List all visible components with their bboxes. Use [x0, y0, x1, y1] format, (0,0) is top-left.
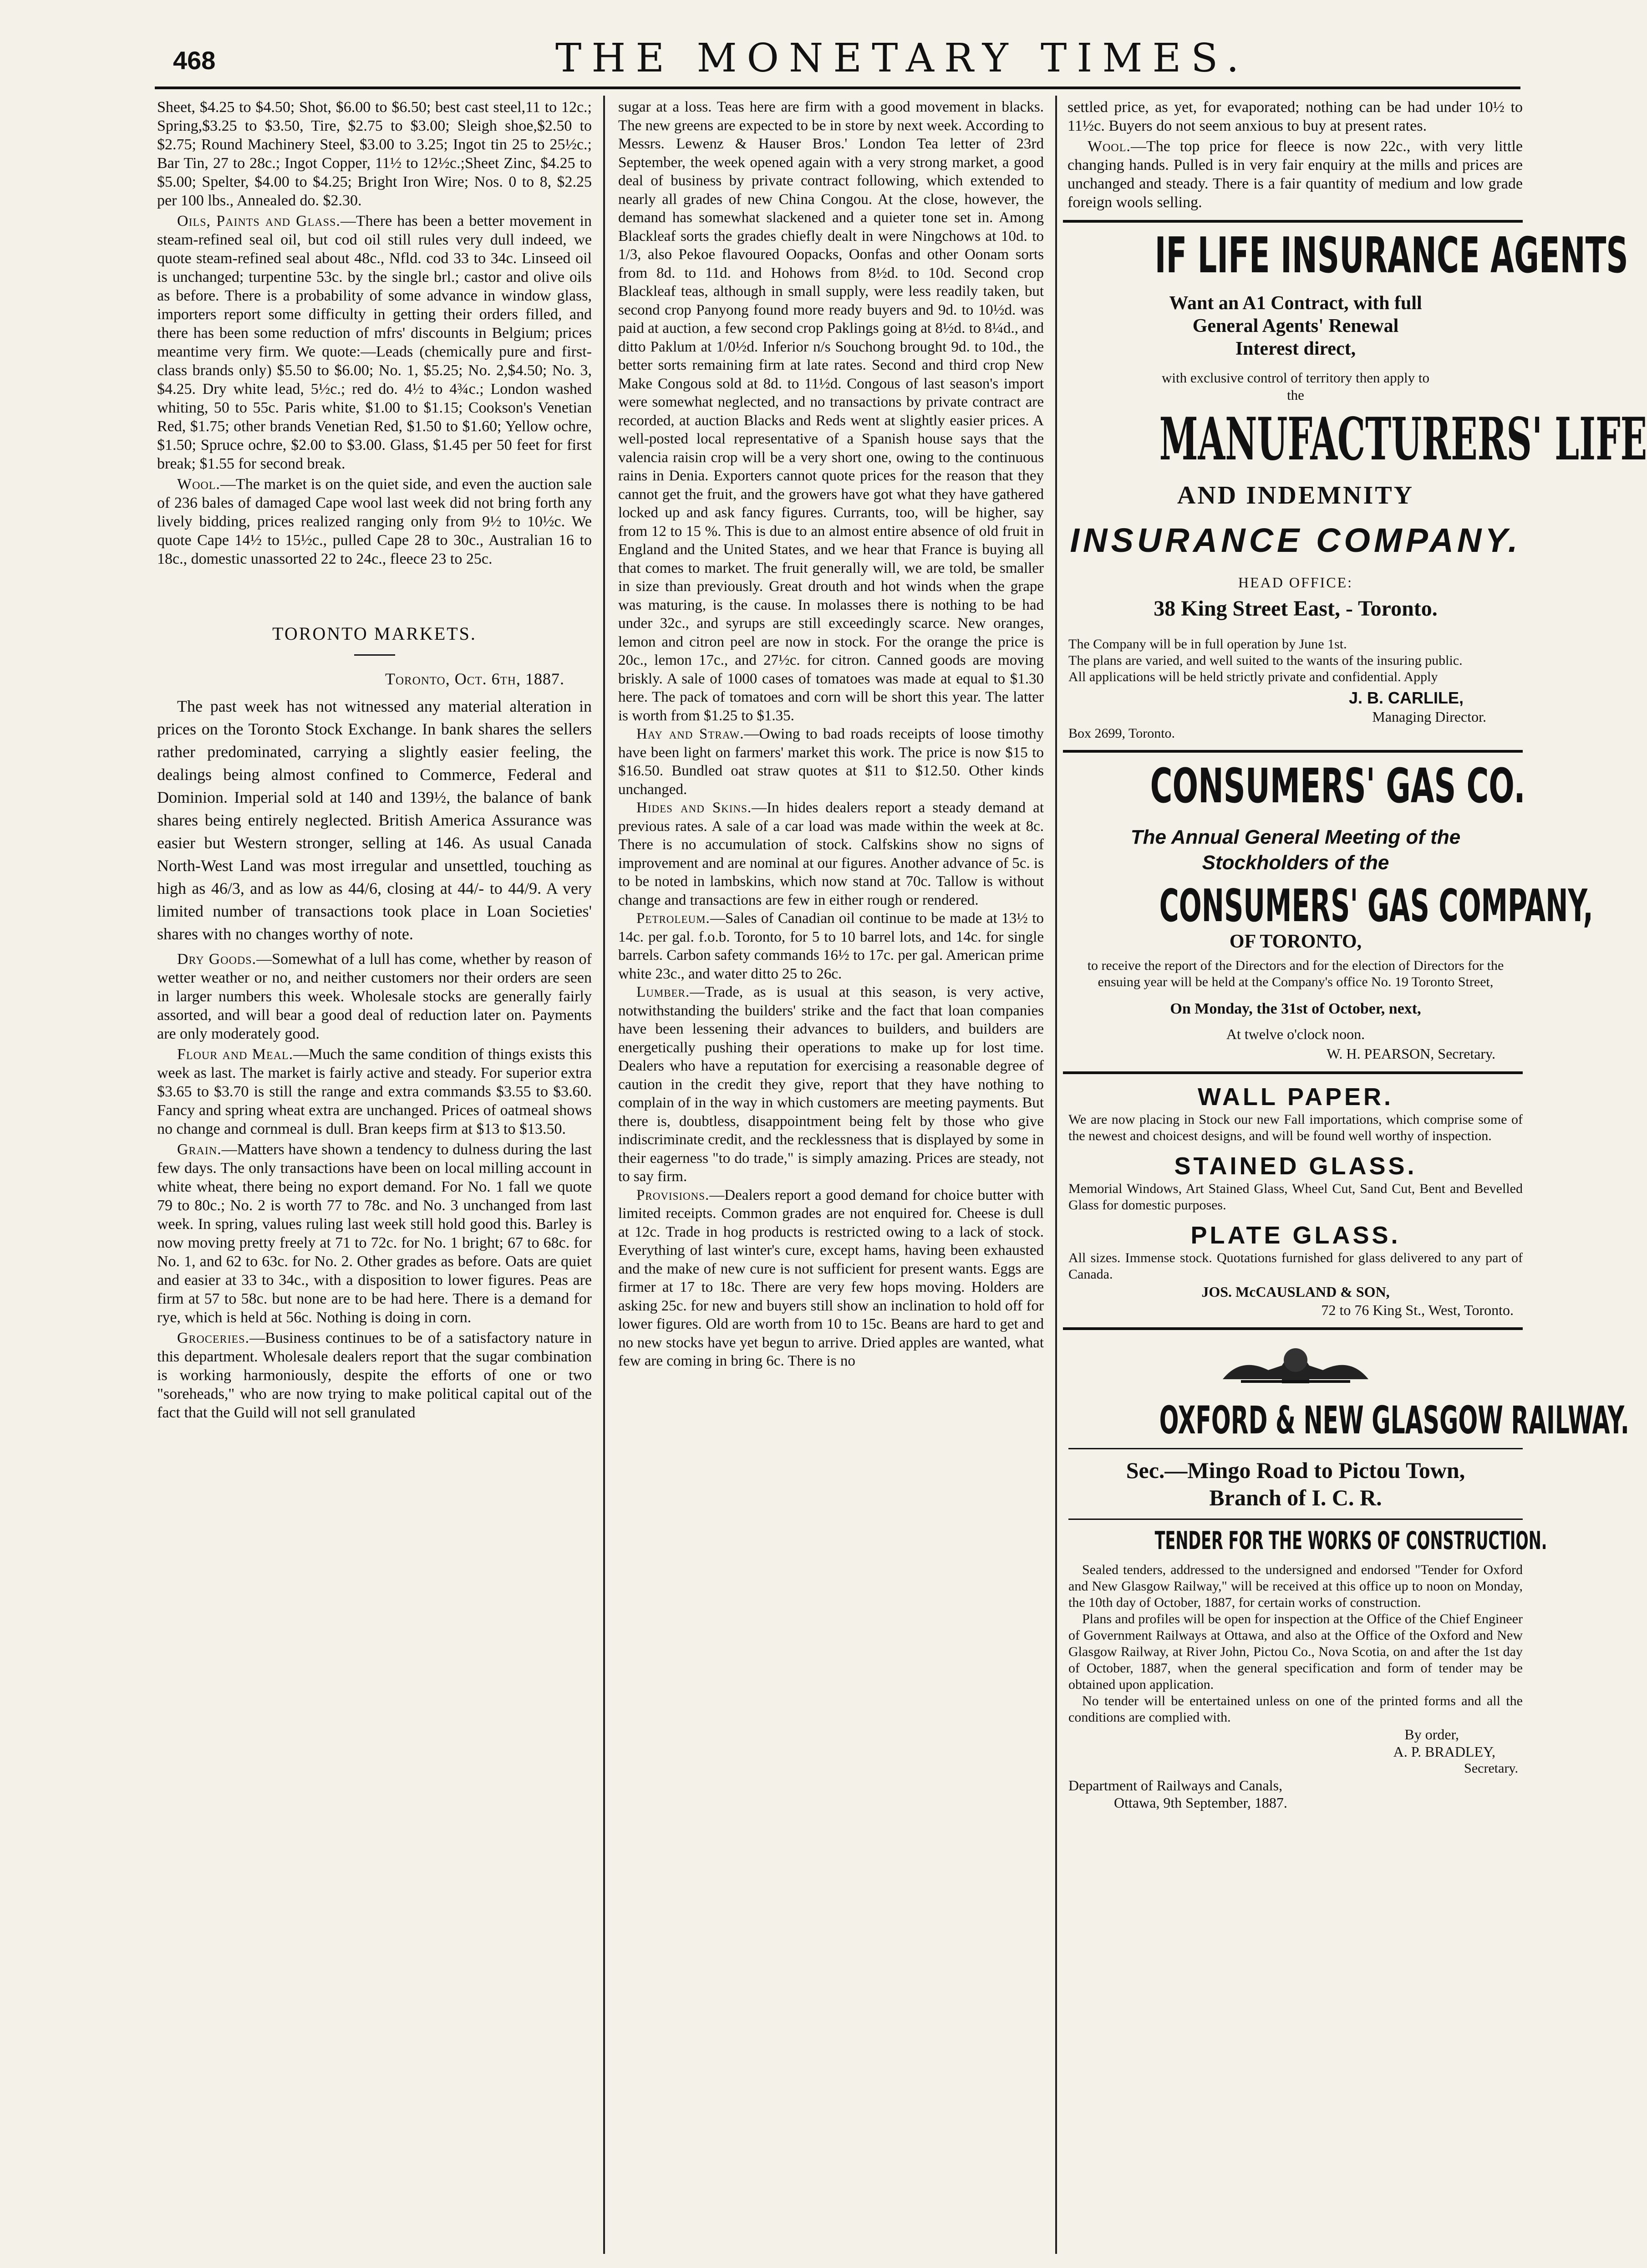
- hides-paragraph: [618, 799, 1044, 909]
- masthead-title: THE MONETARY TIMES.: [555, 36, 1249, 81]
- life-ad-company3: INSURANCE COMPANY.: [1070, 521, 1521, 559]
- drygoods-paragraph: [157, 950, 592, 1043]
- header-rule: [155, 87, 1520, 89]
- hay-paragraph: [618, 725, 1044, 799]
- apples-continued: settled price, as yet, for evaporated; nothing can be had under 10½ to 11½c. Buyers do not seem anxious to buy at present rates.: [1068, 99, 1523, 134]
- lumber-text: —Trade, as is usual at this season, is very active, notwithstanding the builders' strike and the fact that loan companies have been lessening their advances to builders, and builders are energetically pushing their operations to make up for lost time. Dealers who have a reputation for exercising a reasonable degree of caution in the credit they give, report that they have nothing to complain of in the way in which customers are meeting payments. But there is, doubtless, disappointment being felt by those who give indiscriminate credit, and the recklessness that is displayed by some in their eagerness "to do trade," is simply amazing. Prices are steady, not to say firm.: [618, 984, 1044, 1185]
- flour-text: —Much the same condition of things exists this week as last. The market is fairly active and steady. For superior extra $3.65 to $3.70 is still the range and extra commands $3.55 to $3.60. Fancy and spring wheat extra are unchanged. Prices of oatmeal shows no change and cornmeal is dull. Bran keeps firm at $13 to $13.50.: [157, 1046, 592, 1137]
- railway-order: By order,: [1404, 1726, 1459, 1743]
- grain-lead: Grain.: [177, 1141, 222, 1158]
- gas-ad-sub1: The Annual General Meeting of the Stockholders of the: [1130, 826, 1461, 874]
- gas-ad-city: OF TORONTO,: [1229, 931, 1362, 952]
- oils-text: —There has been a better movement in steam-refined seal oil, but cod oil still rules very dull indeed, we quote steam-refined seal about 48c., Nfld. cod 33 to 34c. Linseed oil is unchanged; turpentine 53c. by the single brl.; castor and olive oils as before. There is a probability of some advance in window glass, importers report some difficulty in getting their orders filled, and there has been some reduction of mfrs' discounts in Belgium; prices meantime very firm. We quote:—Leads (chemically pure and first-class brands only) $5.50 to $6.00; No. 1, $5.25; No. 2,$4.50; No. 3, $4.25. Dry white lead, 5½c.; red do. 4½ to 4¾c.; London washed whiting, 50 to 55c. Paris white, $1.00 to $1.15; Cookson's Venetian Red, $1.75; other brands Venetian Red, $1.50 to $1.60; Yellow ochre, $1.50; Spruce ochre, $2.00 to $3.00. Glass, $1.45 per 50 feet for first break; $1.55 for second break.: [157, 213, 592, 472]
- toronto-dateline: Toronto, Oct. 6th, 1887.: [385, 670, 564, 688]
- railway-emblem-icon: [1068, 1338, 1523, 1395]
- railway-rule-2: [1068, 1519, 1523, 1520]
- groceries-lead: Groceries.: [177, 1330, 250, 1346]
- toronto-intro-paragraph: The past week has not witnessed any material alteration in prices on the Toronto Stock Exchange. In bank shares the sellers rather predominated, carrying a slightly easier feeling, the dealings being almost confined to Commerce, Federal and Dominion. Imperial sold at 140 and 139½, the balance of bank shares being entirely neglected. British America Assurance was easier but Western stronger, selling at 146. As usual Canada North-West Land was most irregular and unsettled, touching as high as 46/3, and as low as 44/6, closing at 44/- to 44/9. A very limited number of transactions took place in Loan Societies' shares with no changes worthy of note.: [157, 697, 592, 943]
- wool-top-paragraph: [1068, 137, 1523, 212]
- life-ad-headline: IF LIFE INSURANCE AGENTS: [1154, 227, 1628, 284]
- oils-lead: Oils, Paints and Glass.: [177, 213, 341, 229]
- plate-glass-text: All sizes. Immense stock. Quotations furnished for glass delivered to any part of Canada.: [1068, 1250, 1523, 1282]
- column-divider-1: [603, 96, 605, 2254]
- wool-paragraph: [157, 475, 592, 568]
- railway-body2: Plans and profiles will be open for inspection at the Office of the Chief Engineer of Government Railways at Ottawa, and also at the Office of the Oxford and New Glasgow Railway, at River John, Pictou Co., Nova Scotia, on and after the 1st day of October, 1887, when the general specification and form of tender may be obtained upon application.: [1068, 1611, 1523, 1692]
- life-ad-company2: AND INDEMNITY: [1177, 481, 1414, 510]
- metals-paragraph: Sheet, $4.25 to $4.50; Shot, $6.00 to $6.50; best cast steel,11 to 12c.; Spring,$3.25 to $3.50, Tire, $2.75 to $3.00; Sleigh shoe,$2.50 to $2.75; Round Machinery Steel, $3.00 to 3.25; Ingot tin 25 to 25½c.; Bar Tin, 27 to 28c.; Ingot Copper, 11½ to 12½c.;Sheet Zinc, $4.25 to $5.00; Spelter, $4.00 to $4.25; Bright Iron Wire; Nos. 0 to 8, $2.25 per 100 lbs., Annealed do. $2.30.: [157, 99, 592, 209]
- mccausland-signer: JOS. McCAUSLAND & SON,: [1201, 1284, 1390, 1300]
- provisions-lead: Provisions.: [636, 1187, 710, 1203]
- ad-rule-2: [1063, 750, 1523, 753]
- flour-lead: Flour and Meal.: [177, 1046, 294, 1063]
- gas-ad-body: to receive the report of the Directors and for the election of Directors for the ensuing year will be held at the Company's office No. 19 Toronto Street,: [1087, 958, 1504, 989]
- toronto-markets-title: TORONTO MARKETS.: [272, 623, 477, 644]
- gas-ad-date: On Monday, the 31st of October, next,: [1170, 1000, 1421, 1017]
- wool-text: —The market is on the quiet side, and even the auction sale of 236 bales of damaged Cape wool last week did not bring forth any lively bidding, prices realized ranging only from 9½ to 10½c. We quote Cape 14½ to 15½c., pulled Cape 28 to 30c., Australian 16 to 18c., domestic unassorted 22 to 24c., fleece 23 to 25c.: [157, 476, 592, 567]
- hay-lead: Hay and Straw.: [636, 726, 744, 742]
- life-ad-company1: MANUFACTURERS' LIFE: [1159, 405, 1647, 474]
- stained-glass-heading: STAINED GLASS.: [1174, 1152, 1417, 1180]
- petroleum-text: —Sales of Canadian oil continue to be made at 13½ to 14c. per gal. f.o.b. Toronto, for 5 to 10 barrel lots, and 14c. for single barrels. Carbon safety commands 16½ to 17c. per gal. American prime white 23c., and water ditto 25 to 26c.: [618, 910, 1044, 982]
- wool-top-lead: Wool.: [1088, 138, 1131, 155]
- hides-lead: Hides and Skins.: [636, 800, 752, 816]
- life-ad-note3: All applications will be held strictly private and confidential. Apply: [1068, 669, 1438, 684]
- drygoods-lead: Dry Goods.: [177, 951, 257, 968]
- drygoods-text: —Somewhat of a lull has come, whether by reason of wetter weather or no, and neither customers nor their orders are seen in larger numbers this week. Wholesale stocks are generally fairly assorted, and will bear a good deal of reduction later on. Payments are only moderately good.: [157, 951, 592, 1042]
- railway-body3: No tender will be entertained unless on one of the printed forms and all the conditions are complied with.: [1068, 1693, 1523, 1725]
- petroleum-lead: Petroleum.: [636, 910, 710, 927]
- groceries-paragraph: [157, 1329, 592, 1422]
- column-2: [618, 98, 1044, 2256]
- railway-sub2: Branch of I. C. R.: [1209, 1485, 1382, 1510]
- column-1: [157, 98, 592, 2247]
- life-ad-line4: with exclusive control of territory then apply to: [1162, 370, 1429, 386]
- grain-paragraph: [157, 1140, 592, 1327]
- groceries-text: —Business continues to be of a satisfactory nature in this department. Wholesale dealers report that the sugar combination is working harmoniously, despite the efforts of one or two "soreheads," who are now trying to make political capital out of the fact that the Guild will not sell granulated: [157, 1330, 592, 1421]
- life-insurance-ad: [1068, 227, 1647, 742]
- wallpaper-heading: WALL PAPER.: [1197, 1083, 1394, 1111]
- oils-paragraph: [157, 212, 592, 473]
- life-ad-signer-title: Managing Director.: [1372, 708, 1486, 725]
- consumers-gas-ad: [1068, 758, 1593, 1063]
- title-rule: [354, 654, 395, 656]
- life-ad-line1: Want an A1 Contract, with full: [1169, 293, 1422, 314]
- lumber-paragraph: [618, 983, 1044, 1186]
- gas-ad-headline: CONSUMERS' GAS CO.: [1150, 758, 1525, 814]
- provisions-paragraph: [618, 1186, 1044, 1371]
- life-ad-line2: General Agents' Renewal: [1192, 316, 1399, 336]
- railway-sub1: Sec.—Mingo Road to Pictou Town,: [1126, 1458, 1465, 1483]
- life-ad-note2: The plans are varied, and well suited to the wants of the insuring public.: [1068, 653, 1463, 668]
- lumber-lead: Lumber.: [636, 984, 690, 1000]
- railway-body1: Sealed tenders, addressed to the undersigned and endorsed "Tender for Oxford and New Glasgow Railway," will be received at this office up to noon on Monday, the 10th day of October, 1887, for certain works of construction.: [1068, 1562, 1523, 1610]
- petroleum-paragraph: [618, 909, 1044, 983]
- column-divider-2: [1055, 96, 1057, 2254]
- provisions-text: —Dealers report a good demand for choice butter with limited receipts. Common grades are not enquired for. Cheese is dull at 12c. Trade in hog products is restricted owing to a lack of stock. Everything of last winter's cure, except hams, having been exhausted and the make of new cure is not sufficient for present wants. Eggs are firmer at 17 to 18c. There are very few hops moving. Holders are asking 25c. for new and buyers still show an inclination to hold off for lower figures. Old are worth from 10 to 15c. Beans are hard to get and no new stocks have yet begun to arrive. Dried apples are wanted, what few are coming in bring 6c. There is no: [618, 1187, 1044, 1369]
- plate-glass-heading: PLATE GLASS.: [1190, 1222, 1401, 1249]
- gas-ad-time: At twelve o'clock noon.: [1226, 1026, 1365, 1042]
- groceries-continued: sugar at a loss. Teas here are firm with a good movement in blacks. The new greens are expected to be in store by next week. According to Messrs. Lewenz & Hauser Bros.' London Tea letter of 23rd September, the week opened again with a very strong market, a good deal of business by private contract following, which extended to nearly all grades of new China Congou. At the close, however, the demand has somewhat slackened and a quieter tone set in. Among Blackleaf sorts the grades chiefly dealt in were Ningchows at 10d. to 1/3, also Pekoe flavoured Oopacks, Oonfas and other Oonam sorts from 8d. to 11d. and Hohows from 8½d. to 10d. Second crop Blackleaf teas, although in small supply, were less readily taken, but second crop Panyong found more ready buyers and 9d. to 10½d. was paid at auction, a few second crop Paklings going at 8½d. to 8¼d., and ditto Paklum at 1/0½d. Inferior n/s Souchong brought 9d. to 10d., the better sorts remaining firm at late rates. Second and third crop New Make Congous sold at 8d. to 11½d. Congous of last season's import were somewhat neglected, and no transactions by private contract are recorded, at auction Blacks and Reds went at slightly easier prices. A well-posted local representative of a Spanish house says that the valencia raisin crop will be a very short one, owing to the continuous rains in Denia. Exporters cannot quote prices for the reason that they cannot get the fruit, and the growers have got what they have gathered locked up and ask fancy figures. Currants, too, will be higher, say from 12 to 15 %. This is due to an almost entire absence of old fruit in England and the United States, and we hear that France is buying all that comes to market. The fruit generally will, we are told, be smaller in size than previously. Great drouth and hot winds when the grape was maturing, is the cause. In molasses there is nothing to be had under 32c., and syrups are still exceedingly scarce. New oranges, lemon and citron peel are now in stock. For the orange the price is 20c., lemon 17c., and 27½c. for citron. Canned goods are moving briskly. A sale of 1000 cases of tomatoes was made at equal to $1.30 here. The pack of tomatoes and corn will be short this year. The latter is worth from $1.25 to $1.35.: [618, 99, 1044, 724]
- railway-tender-heading: TENDER FOR THE WORKS OF CONSTRUCTION.: [1154, 1526, 1547, 1555]
- life-ad-note1: The Company will be in full operation by June 1st.: [1068, 637, 1347, 652]
- hay-text: —Owing to bad roads receipts of loose timothy have been light on farmers' market this work. The price is now $15 to $16.50. Bundled oat straw quotes at $11 to $12.50. Other kinds unchanged.: [618, 726, 1044, 798]
- life-ad-line5: the: [1287, 387, 1304, 403]
- railway-dept-date: Ottawa, 9th September, 1887.: [1114, 1794, 1287, 1811]
- column-3: [1063, 98, 1647, 2256]
- railway-rule: [1068, 1448, 1523, 1449]
- railway-signer-title: Secretary.: [1464, 1761, 1518, 1776]
- ad-rule-4: [1063, 1327, 1523, 1330]
- gas-ad-company: CONSUMERS' GAS COMPANY,: [1159, 880, 1593, 932]
- life-ad-box: Box 2699, Toronto.: [1068, 726, 1175, 741]
- grain-text: —Matters have shown a tendency to dulness during the last few days. The only transactions have been on local milling account in white wheat, there being no export demand. For No. 1 fall we quote 79 to 80c.; No. 2 is worth 77 to 78c. and No. 3 unchanged from last week. In spring, values ruling last week still hold good this. Barley is now moving pretty freely at 71 to 72c. for No. 1 bright; 67 to 68c. for No. 1, and 62 to 63c. for No. 2. Other grades as before. Oats are quiet and easier at 33 to 34c., with a disposition to lower figures. Peas are firm at 57 to 58c. but none are to be had here. There is a demand for rye, which is held at 56c. Nothing is doing in corn.: [157, 1141, 592, 1326]
- ad-rule-1: [1063, 220, 1523, 223]
- gas-ad-signer: W. H. PEARSON, Secretary.: [1327, 1045, 1495, 1062]
- hides-text: —In hides dealers report a steady demand at previous rates. A sale of a car load was made within the week at 8c. There is no accumulation of stock. Calfskins show no signs of improvement and are nominal at our figures. Another advance of 5c. is to be noted in lambskins, which now stand at 70c. Tallow is without change and transactions are few in either rough or rendered.: [618, 800, 1044, 908]
- life-ad-head-office: HEAD OFFICE:: [1238, 574, 1353, 591]
- mccausland-address: 72 to 76 King St., West, Toronto.: [1321, 1302, 1514, 1318]
- railway-signer: A. P. BRADLEY,: [1393, 1743, 1495, 1760]
- life-ad-address: 38 King Street East, - Toronto.: [1154, 596, 1438, 621]
- wool-lead: Wool.: [177, 476, 220, 493]
- railway-dept: Department of Railways and Canals,: [1068, 1777, 1283, 1794]
- ad-rule-3: [1063, 1071, 1523, 1074]
- railway-ad: [1068, 1338, 1629, 1811]
- page-number: 468: [173, 46, 216, 75]
- railway-headline: OXFORD & NEW GLASGOW RAILWAY.: [1159, 1398, 1629, 1442]
- stained-glass-text: Memorial Windows, Art Stained Glass, Wheel Cut, Sand Cut, Bent and Bevelled Glass for domestic purposes.: [1068, 1181, 1523, 1213]
- wallpaper-text: We are now placing in Stock our new Fall importations, which comprise some of the newest and choicest designs, and will be found well worthy of inspection.: [1068, 1112, 1523, 1143]
- page-header: [173, 27, 1520, 82]
- mccausland-ad: [1068, 1082, 1523, 1319]
- flour-paragraph: [157, 1045, 592, 1138]
- life-ad-signer: J. B. CARLILE,: [1348, 688, 1464, 707]
- life-ad-line3: Interest direct,: [1235, 338, 1356, 359]
- wool-top-text: —The top price for fleece is now 22c., with very little changing hands. Pulled is in very fair enquiry at the mills and prices are unchanged and steady. There is a fair quantity of medium and low grade foreign wools selling.: [1068, 138, 1523, 211]
